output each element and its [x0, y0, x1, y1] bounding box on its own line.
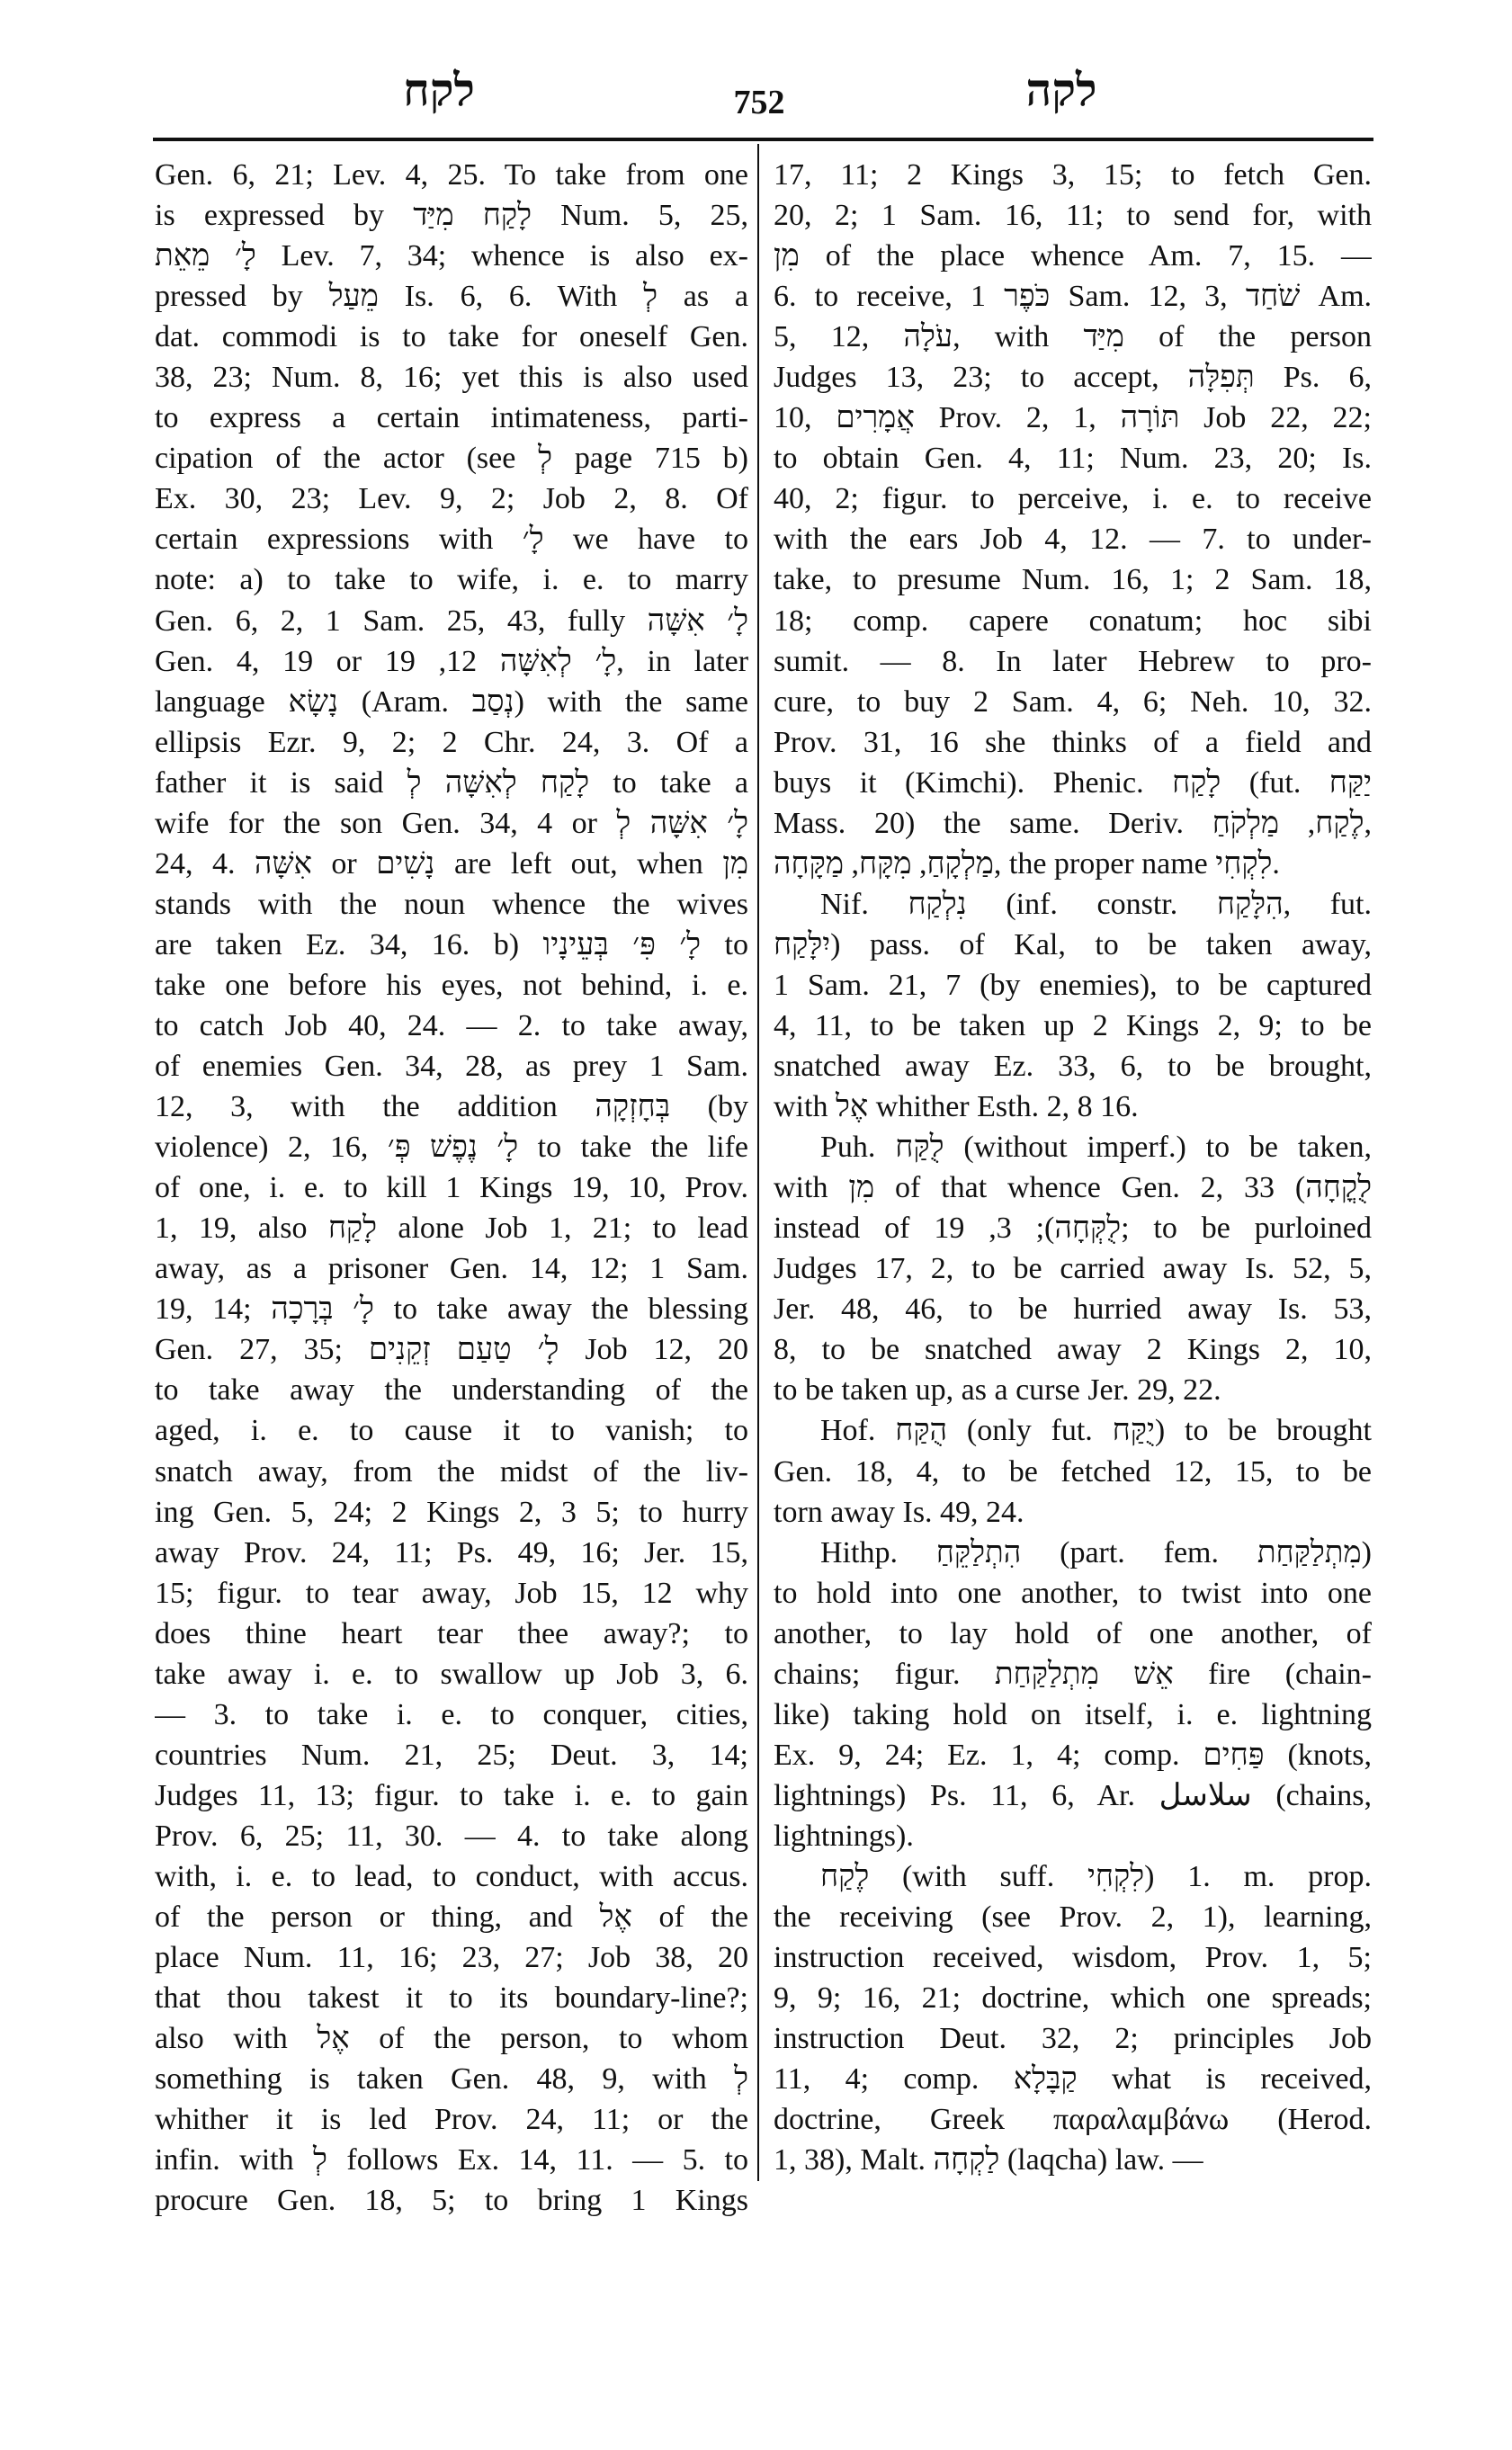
text-line: is expressed by לָקַח מִיַּד Num. 5, 25, — [155, 199, 748, 233]
text-line: pressed by מֵעַל Is. 6, 6. With לְ as a — [155, 280, 748, 314]
text-line: לֶקַח (with suff. לִקְחִי) 1. m. prop. — [820, 1859, 1372, 1893]
text-line: Mass. 20) the same. Deriv. לֶקַח, מַלְקֹחַ, — [774, 806, 1372, 840]
text-line: take, to presume Num. 16, 1; 2 Sam. 18, — [774, 563, 1372, 597]
text-line: ellipsis Ezr. 9, 2; 2 Chr. 24, 3. Of a — [155, 725, 748, 759]
page-number: 752 — [733, 84, 785, 121]
text-line: sumit. — 8. In later Hebrew to pro- — [774, 644, 1372, 678]
text-line: of the person or thing, and אֶל of the — [155, 1900, 748, 1935]
text-line: 1, 19, also לָקַח alone Job 1, 21; to lead — [155, 1212, 748, 1246]
text-line: with, i. e. to lead, to conduct, with accus. — [155, 1859, 748, 1893]
text-line: — 3. to take i. e. to conquer, cities, — [155, 1697, 748, 1731]
text-line: 11, 4; comp. קַבָּלָא what is received, — [774, 2062, 1372, 2097]
text-line: 9, 9; 16, 21; doctrine, which one spreads; — [774, 1981, 1372, 2016]
text-line: 38, 23; Num. 8, 16; yet this is also used — [155, 361, 748, 395]
text-line: לָ׳ מֵאֵת Lev. 7, 34; whence is also ex- — [155, 239, 748, 273]
text-line: Ex. 9, 24; Ez. 1, 4; comp. פַּחִים (knots, — [774, 1738, 1372, 1772]
text-line: Gen. 4, 19 or לָ׳ לְאִשָּׁה 12, 19, in later — [155, 644, 748, 678]
text-line: 18; comp. capere conatum; hoc sibi — [774, 604, 1372, 638]
text-line: dat. commodi is to take for oneself Gen. — [155, 320, 748, 354]
text-line: away, as a prisoner Gen. 14, 12; 1 Sam. — [155, 1252, 748, 1286]
text-line: snatch away, from the midst of the liv- — [155, 1454, 748, 1489]
left-column — [155, 155, 748, 2221]
header-rule — [153, 138, 1373, 141]
text-line: lightnings) Ps. 11, 6, Ar. سلاسل (chains, — [774, 1778, 1372, 1812]
text-line: the receiving (see Prov. 2, 1), learning, — [774, 1900, 1372, 1935]
text-line: Jer. 48, 46, to be hurried away Is. 53, — [774, 1292, 1372, 1327]
text-line: 10, אֲמָרִים Prov. 2, 1, תּוֹרָה Job 22, 22; — [774, 401, 1372, 435]
text-line: cure, to buy 2 Sam. 4, 6; Neh. 10, 32. — [774, 684, 1372, 719]
text-line: 8, to be snatched away 2 Kings 2, 10, — [774, 1333, 1372, 1367]
text-line: with מִן of that whence Gen. 2, 33 (לֻקֳחָה — [774, 1171, 1372, 1205]
text-line: 5, 12, עֹלָה, with מִיַּד of the person — [774, 320, 1372, 354]
text-line: Ex. 30, 23; Lev. 9, 2; Job 2, 8. Of — [155, 482, 748, 516]
text-line: infin. with לְ follows Ex. 14, 11. — 5. to — [155, 2143, 748, 2177]
column-divider — [757, 144, 759, 2181]
text-line: something is taken Gen. 48, 9, with לְ — [155, 2062, 748, 2097]
text-line: father it is said לָקַח לְאִשָּׁה לְ to take a — [155, 765, 748, 800]
text-line: Gen. 18, 4, to be fetched 12, 15, to be — [774, 1454, 1372, 1489]
text-line: 12, 3, with the addition בְּחָזְקָה (by — [155, 1090, 748, 1124]
text-line: take one before his eyes, not behind, i. e. — [155, 968, 748, 1002]
text-line: snatched away Ez. 33, 6, to be brought, — [774, 1050, 1372, 1084]
text-line: 20, 2; 1 Sam. 16, 11; to send for, with — [774, 199, 1372, 233]
text-line: 4, 11, to be taken up 2 Kings 2, 9; to be — [774, 1008, 1372, 1042]
text-line: to catch Job 40, 24. — 2. to take away, — [155, 1008, 748, 1042]
text-line: Hithp. הִתְלַקֵּחַ (part. fem. מִתְלַקַּחַת) — [820, 1535, 1372, 1569]
text-line: torn away Is. 49, 24. — [774, 1495, 1024, 1529]
text-line: Judges 17, 2, to be carried away Is. 52, 5, — [774, 1252, 1372, 1286]
text-line: stands with the noun whence the wives — [155, 887, 748, 921]
text-line: Hof. הֻקַּח (only fut. יֻקַּח) to be brought — [820, 1414, 1372, 1448]
text-line: countries Num. 21, 25; Deut. 3, 14; — [155, 1738, 748, 1772]
running-head-right: לקה — [1025, 63, 1097, 116]
text-line: lightnings). — [774, 1819, 914, 1853]
text-line: doctrine, Greek παραλαμβάνω (Herod. — [774, 2103, 1372, 2137]
text-line: Gen. 6, 21; Lev. 4, 25. To take from one — [155, 158, 748, 192]
text-line: also with אֶל of the person, to whom — [155, 2022, 748, 2056]
text-line: place Num. 11, 16; 23, 27; Job 38, 20 — [155, 1941, 748, 1975]
text-line: instruction Deut. 32, 2; principles Job — [774, 2022, 1372, 2056]
text-line: note: a) to take to wife, i. e. to marry — [155, 563, 748, 597]
text-line: יִלָּקַח) pass. of Kal, to be taken away, — [774, 927, 1372, 961]
text-line: מַלְקָחַ, מִקָּח, מַקָּחָה, the proper name לִקְחִי. — [774, 846, 1280, 881]
running-head-left: לקח — [403, 63, 475, 116]
text-line: instruction received, wisdom, Prov. 1, 5; — [774, 1941, 1372, 1975]
text-line: to take away the understanding of the — [155, 1373, 748, 1408]
text-line: procure Gen. 18, 5; to bring 1 Kings — [155, 2184, 748, 2218]
text-line: language נָשָׂא (Aram. נְסַב) with the same — [155, 684, 748, 719]
text-line: 1 Sam. 21, 7 (by enemies), to be captured — [774, 968, 1372, 1002]
text-line: to be taken up, as a curse Jer. 29, 22. — [774, 1373, 1221, 1408]
text-line: Gen. 6, 2, 1 Sam. 25, 43, fully לָ׳ אִשָּׁה — [155, 604, 748, 638]
text-line: of enemies Gen. 34, 28, as prey 1 Sam. — [155, 1050, 748, 1084]
text-line: Judges 11, 13; figur. to take i. e. to gain — [155, 1778, 748, 1812]
text-line: 17, 11; 2 Kings 3, 15; to fetch Gen. — [774, 158, 1372, 192]
text-line: away Prov. 24, 11; Ps. 49, 16; Jer. 15, — [155, 1535, 748, 1569]
text-line: cipation of the actor (see לְ page 715 b) — [155, 442, 748, 476]
text-line: are taken Ez. 34, 16. b) לָ׳ פִּ׳ בְּעֵינָיו to — [155, 927, 748, 961]
text-line: wife for the son Gen. 34, 4 or לָ׳ אִשָּׁה לְ — [155, 806, 748, 840]
text-line: chains; figur. אֵשׁ מִתְלַקַּחַת fire (chain- — [774, 1657, 1372, 1691]
text-line: 1, 38), Malt. לַקְחָה (laqcha) law. — — [774, 2143, 1203, 2177]
text-line: Gen. 27, 35; לָ׳ טַעַם זְקֵנִים Job 12, 20 — [155, 1333, 748, 1367]
right-column — [774, 155, 1372, 2180]
text-line: to express a certain intimateness, parti- — [155, 401, 748, 435]
text-line: of one, i. e. to kill 1 Kings 19, 10, Prov. — [155, 1171, 748, 1205]
text-line: Nif. נִלְקַח (inf. constr. הִלָּקַח, fut. — [820, 887, 1372, 921]
text-line: aged, i. e. to cause it to vanish; to — [155, 1414, 748, 1448]
text-line: another, to lay hold of one another, of — [774, 1616, 1372, 1650]
text-line: buys it (Kimchi). Phenic. לָקַח (fut. יַקַּח — [774, 765, 1372, 800]
text-line: does thine heart tear thee away?; to — [155, 1616, 748, 1650]
text-line: 15; figur. to tear away, Job 15, 12 why — [155, 1576, 748, 1610]
text-line: 24, 4. אִשָּׁה or נָשִׁים are left out, when מִן — [155, 846, 748, 881]
text-line: to hold into one another, to twist into one — [774, 1576, 1372, 1610]
text-line: Puh. לֻקַּח (without imperf.) to be taken, — [820, 1131, 1372, 1165]
text-line: 40, 2; figur. to perceive, i. e. to receive — [774, 482, 1372, 516]
text-line: with the ears Job 4, 12. — 7. to under- — [774, 523, 1372, 557]
text-line: that thou takest it to its boundary-line?; — [155, 1981, 748, 2016]
text-line: take away i. e. to swallow up Job 3, 6. — [155, 1657, 748, 1691]
text-line: violence) 2, 16, לָ׳ נֶפֶשׁ פְּ׳ to take the life — [155, 1131, 748, 1165]
text-line: certain expressions with לָ׳ we have to — [155, 523, 748, 557]
text-line: ing Gen. 5, 24; 2 Kings 2, 3 5; to hurry — [155, 1495, 748, 1529]
text-line: 19, 14; לָ׳ בְּרָכָה to take away the blessing — [155, 1292, 748, 1327]
text-line: Prov. 6, 25; 11, 30. — 4. to take along — [155, 1819, 748, 1853]
text-line: Prov. 31, 16 she thinks of a field and — [774, 725, 1372, 759]
text-line: 6. to receive, כֹּפֶר 1 Sam. 12, 3, שֹׁחַד Am. — [774, 280, 1372, 314]
text-line: like) taking hold on itself, i. e. lightning — [774, 1697, 1372, 1731]
text-line: Judges 13, 23; to accept, תְּפִלָּה Ps. 6, — [774, 361, 1372, 395]
text-line: מִן of the place whence Am. 7, 15. — — [774, 239, 1372, 273]
text-line: with אֶל whither Esth. 2, 8 16. — [774, 1090, 1139, 1124]
text-line: whither it is led Prov. 24, 11; or the — [155, 2103, 748, 2137]
text-line: to obtain Gen. 4, 11; Num. 23, 20; Is. — [774, 442, 1372, 476]
text-line: instead of לֻקְּחָה); 3, 19; to be purloined — [774, 1212, 1372, 1246]
